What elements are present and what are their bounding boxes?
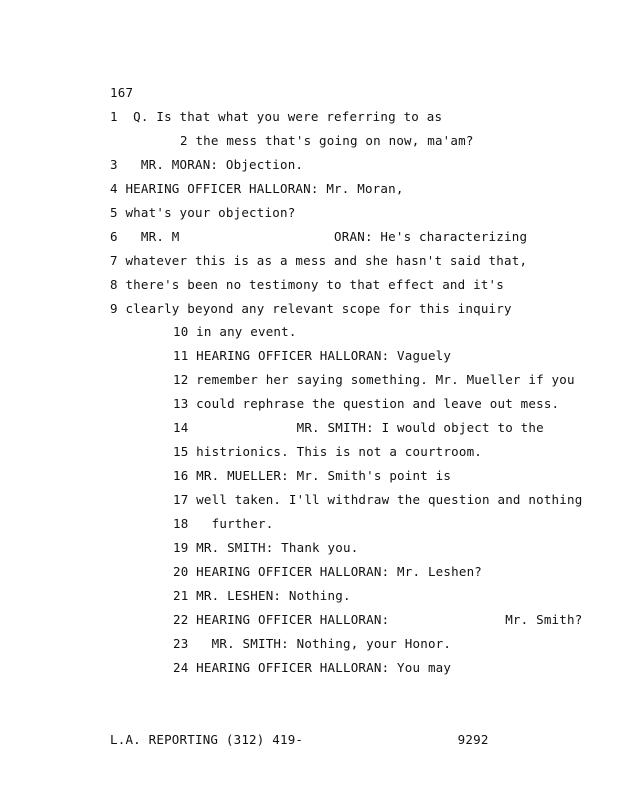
transcript-line-22: 22 HEARING OFFICER HALLORAN: Mr. Smith?: [173, 612, 583, 627]
reporter-footer: L.A. REPORTING (312) 419- 9292: [110, 732, 489, 747]
transcript-line-20: 20 HEARING OFFICER HALLORAN: Mr. Leshen?: [173, 564, 483, 579]
transcript-line-2: 2 the mess that's going on now, ma'am?: [180, 133, 474, 148]
transcript-line-12: 12 remember her saying something. Mr. Mueller if you: [173, 372, 575, 387]
transcript-line-11: 11 HEARING OFFICER HALLORAN: Vaguely: [173, 348, 452, 363]
transcript-line-9: 9 clearly beyond any relevant scope for this inquiry: [110, 301, 512, 316]
transcript-line-7: 7 whatever this is as a mess and she hasn't said that,: [110, 253, 528, 268]
transcript-line-24: 24 HEARING OFFICER HALLORAN: You may: [173, 660, 452, 675]
transcript-line-8: 8 there's been no testimony to that effect and it's: [110, 277, 505, 292]
transcript-line-3: 3 MR. MORAN: Objection.: [110, 157, 304, 172]
transcript-line-1: 1 Q. Is that what you were referring to as: [110, 109, 443, 124]
transcript-line-17: 17 well taken. I'll withdraw the question and nothing: [173, 492, 583, 507]
transcript-line-13: 13 could rephrase the question and leave out mess.: [173, 396, 560, 411]
transcript-line-16: 16 MR. MUELLER: Mr. Smith's point is: [173, 468, 452, 483]
transcript-line-19: 19 MR. SMITH: Thank you.: [173, 540, 359, 555]
transcript-line-23: 23 MR. SMITH: Nothing, your Honor.: [173, 636, 452, 651]
transcript-line-10: 10 in any event.: [173, 324, 297, 339]
page-number: 167: [110, 85, 134, 100]
transcript-line-5: 5 what's your objection?: [110, 205, 296, 220]
transcript-line-15: 15 histrionics. This is not a courtroom.: [173, 444, 483, 459]
transcript-line-14: 14 MR. SMITH: I would object to the: [173, 420, 544, 435]
transcript-line-6: 6 MR. M ORAN: He's characterizing: [110, 229, 528, 244]
transcript-line-4: 4 HEARING OFFICER HALLORAN: Mr. Moran,: [110, 181, 404, 196]
transcript-line-21: 21 MR. LESHEN: Nothing.: [173, 588, 351, 603]
transcript-line-18: 18 further.: [173, 516, 274, 531]
